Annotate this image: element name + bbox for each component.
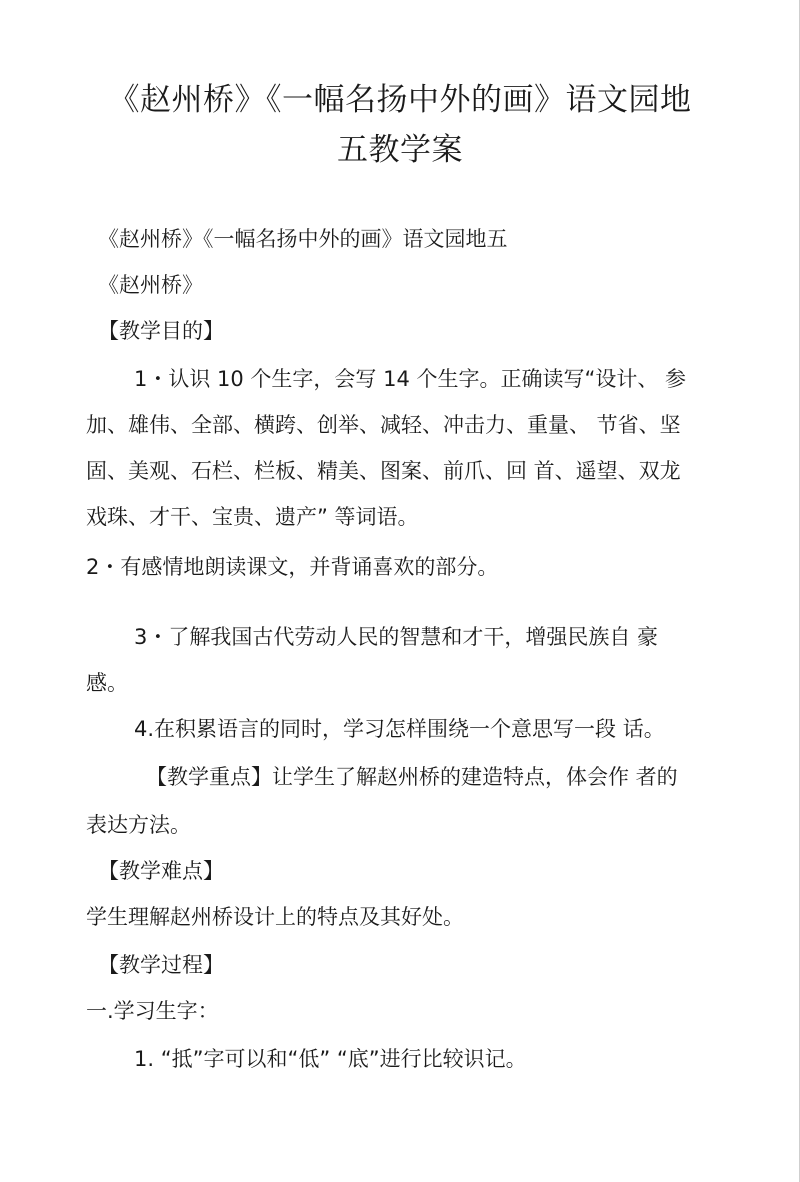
key-points-line-2: 表达方法。 <box>86 813 191 837</box>
goal-1-line-2: 加、雄伟、全部、横跨、创举、减轻、冲击力、重量、 节省、坚 <box>86 413 681 437</box>
subtitle: 《赵州桥》《一幅名扬中外的画》语文园地五 <box>98 227 508 251</box>
goal-3-line-1: 3・了解我国古代劳动人民的智慧和才干，增强民族自 豪 <box>134 625 659 649</box>
difficulty-heading: 【教学难点】 <box>98 859 224 883</box>
lesson-name: 《赵州桥》 <box>98 273 203 297</box>
goal-3-line-2: 感。 <box>86 671 128 695</box>
goal-1-line-4: 戏珠、才干、宝贵、遗产” 等词语。 <box>86 505 419 529</box>
key-points-line-1: 【教学重点】让学生了解赵州桥的建造特点，体会作 者的 <box>146 765 678 789</box>
goals-heading: 【教学目的】 <box>98 319 224 343</box>
goal-4: 4.在积累语言的同时，学习怎样围绕一个意思写一段 话。 <box>134 717 665 741</box>
process-heading: 【教学过程】 <box>98 953 224 977</box>
goal-1-line-1: 1・认识 10 个生字，会写 14 个生字。正确读写“设计、 参 <box>134 367 687 391</box>
goal-2: 2・有感情地朗读课文，并背诵喜欢的部分。 <box>86 555 499 579</box>
document-title-line-2: 五教学案 <box>337 132 463 168</box>
goal-1-line-3: 固、美观、石栏、栏板、精美、图案、前爪、回 首、遥望、双龙 <box>86 459 681 483</box>
process-step-1: 一.学习生字： <box>86 999 219 1023</box>
document-title-line-1: 《赵州桥》《一幅名扬中外的画》语文园地 <box>108 82 692 118</box>
process-step-1-item-1: 1. “抵”字可以和“低” “底”进行比较识记。 <box>134 1047 527 1071</box>
difficulty-text: 学生理解赵州桥设计上的特点及其好处。 <box>86 905 464 929</box>
